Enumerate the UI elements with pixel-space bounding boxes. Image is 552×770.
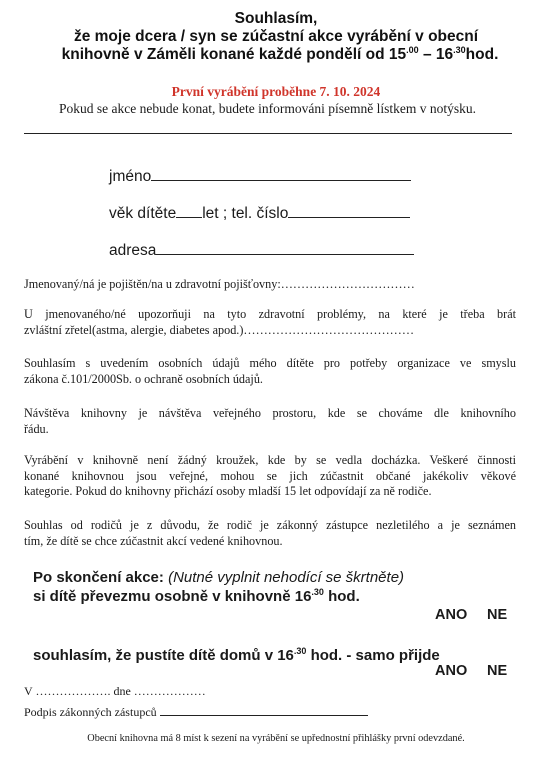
- signature-label: Podpis zákonných zástupců: [24, 705, 157, 719]
- age-phone-field[interactable]: [109, 203, 410, 223]
- go-home-alone-option: souhlasím, že pustíte dítě domů v $16^{.30}$ hod. - samo přijde: [33, 646, 440, 664]
- alone-no-option[interactable]: NE: [487, 663, 508, 679]
- consent-paragraph: Souhlas od rodičů je z důvodu, že rodič je zákonný zástupce nezletilého a je seznámen tím, že dítě se chce zúčastnit akcí vedené knihovnou.: [24, 518, 516, 548]
- phone-line[interactable]: [288, 203, 410, 218]
- age-label: věk dítěte: [109, 205, 177, 222]
- title-line-2: že moje dcera / syn se zúčastní akce vyrábění v obecní: [73, 28, 479, 45]
- gdpr-paragraph: Souhlasím s uvedením osobních údajů mého dítěte pro potřeby organizace ve smyslu zákona č.101/2000Sb. o ochraně osobních údajů.: [24, 356, 516, 386]
- visit-paragraph: Návštěva knihovny je návštěva veřejného prostoru, kde se chováme dle knihovního řádu.: [24, 406, 516, 436]
- address-field[interactable]: [109, 240, 414, 260]
- pickup-no-option[interactable]: NE: [487, 607, 508, 623]
- title-line-3: knihovně v Záměli konané každé pondělí od $15^{.00} - 16^{.30}hod$.: [61, 45, 499, 63]
- alone-yes-option[interactable]: ANO: [435, 663, 468, 679]
- title: Souhlasím,: [234, 10, 318, 27]
- pickup-heading: Po skončení akce: (Nutné vyplnit nehodící se škrtněte): [33, 569, 405, 586]
- signature-line[interactable]: [160, 704, 368, 716]
- first-session-notice: První vyrábění proběhne 7. 10. 2024: [171, 84, 381, 99]
- place-date-line[interactable]: V ………………. dne ………………: [24, 684, 206, 698]
- age-line[interactable]: [176, 203, 202, 218]
- divider: [24, 133, 512, 134]
- name-label: jméno: [109, 168, 152, 185]
- insurance-paragraph: Jmenovaný/ná je pojištěn/na u zdravotní pojišťovny:……………………………: [24, 277, 415, 291]
- pickup-note: (Nutné vyplnit nehodící se škrtněte): [168, 569, 405, 586]
- health-paragraph: U jmenovaného/né upozorňuji na tyto zdravotní problémy, na které je třeba brát zvláštní zřetel(astma, alergie, diabetes apod.)……………………………………: [24, 307, 516, 337]
- address-label: adresa: [109, 242, 157, 259]
- years-phone-label: let ; tel. číslo: [202, 205, 289, 222]
- activity-paragraph: Vyrábění v knihovně není žádný kroužek, kde by se vedla docházka. Veškeré činnosti konané knihovnou jsou veřejné, mohou se jich zúčastnit občané jakékoliv věkové kategorie. Pokud do knihovny přichází osoby mladší 15 let odpovídají za ně rodiče.: [24, 453, 516, 498]
- address-line[interactable]: [156, 240, 414, 255]
- signature-field[interactable]: [24, 704, 368, 720]
- pickup-personal-option: si dítě převezmu osobně v knihovně $16^{.30}$ hod.: [33, 587, 360, 605]
- footer-note: Obecní knihovna má 8 míst k sezení na vyrábění se upřednostní přihlášky první odevzdané.: [87, 733, 465, 744]
- name-field[interactable]: [109, 166, 411, 186]
- name-line[interactable]: [151, 166, 411, 181]
- cancel-info: Pokud se akce nebude konat, budete informováni písemně lístkem v notýsku.: [59, 101, 476, 116]
- pickup-yes-option[interactable]: ANO: [435, 607, 468, 623]
